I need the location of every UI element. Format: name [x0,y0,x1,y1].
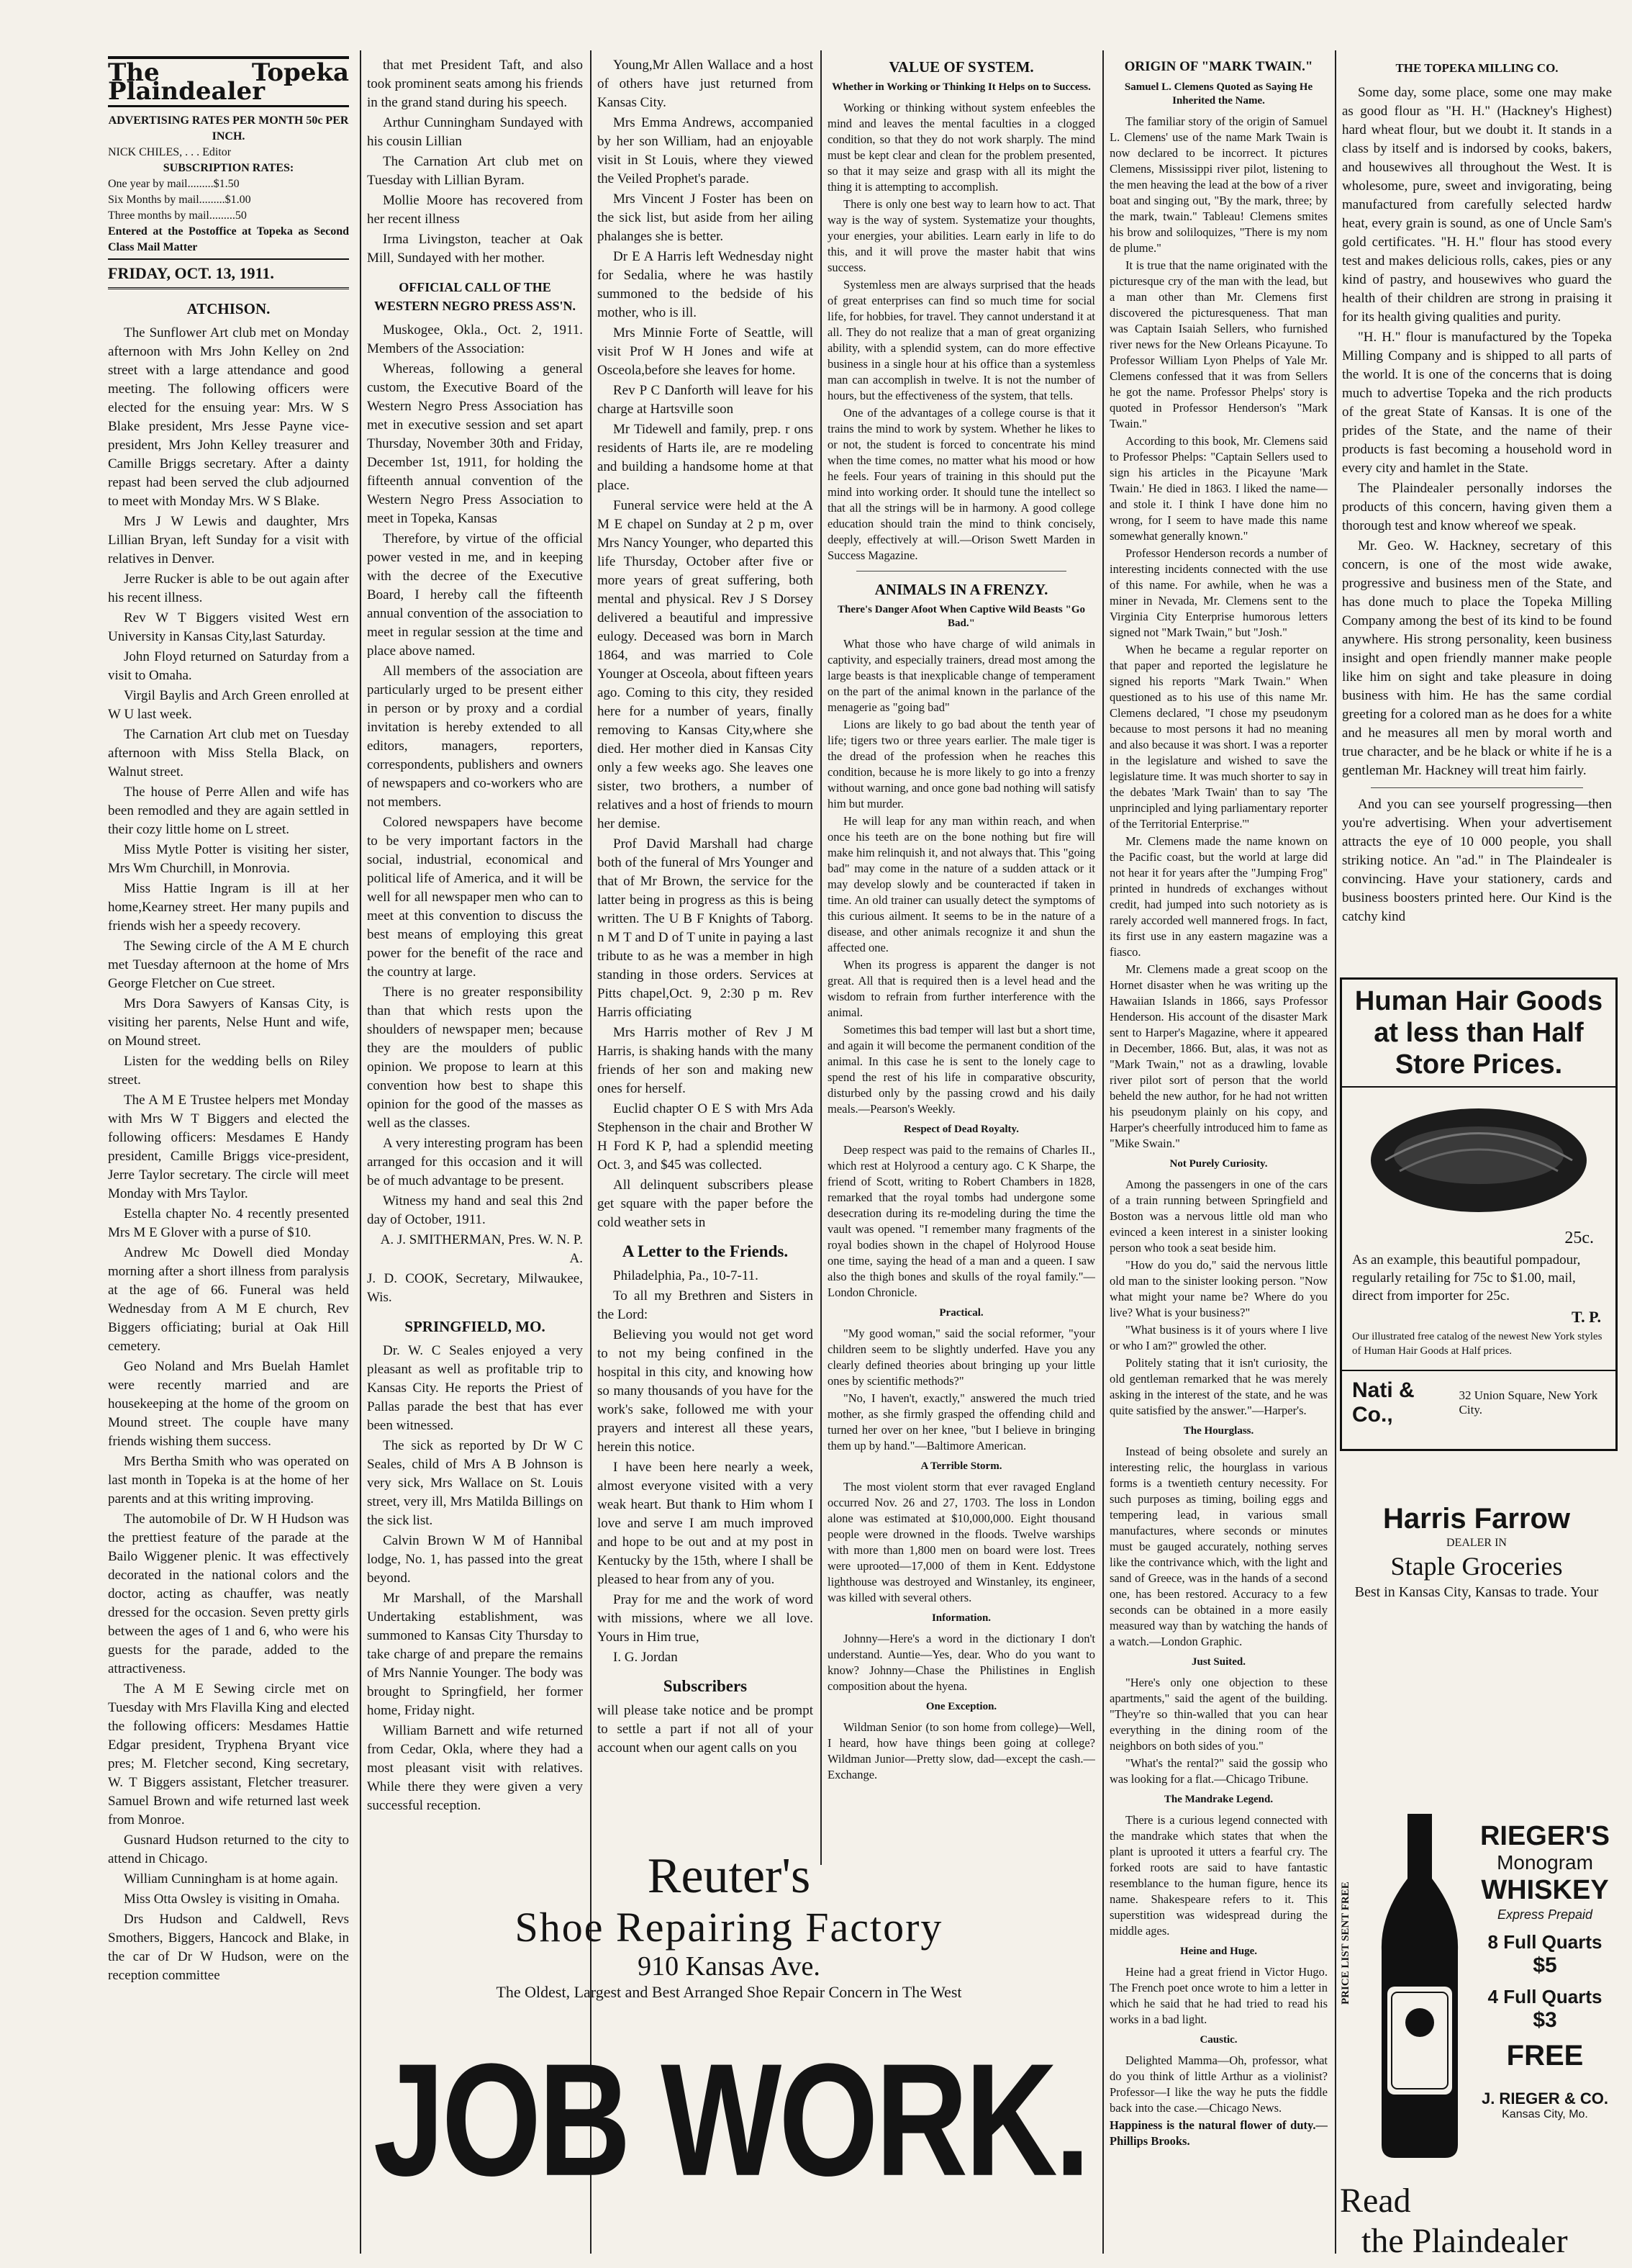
editor-line: NICK CHILES, . . . Editor [108,146,232,158]
paragraph: Deep respect was paid to the remains of Charles II., which rest at Holyrood a century ago. C K Sharpe, the friend of Scott, writing to Robert Chambers in 1828, remarked that the royal tombs had undergone some desecration during its re-modeling during the time the vault was opened. "I remember many fragments of the royal bodies shown in the chapel of Holyrood House one time, saying the head of a man and a queen. I saw also the thigh bones and skulls of the royal family."—London Chronicle. [828,1143,1095,1299]
whiskey-brand: RIEGER'S [1479,1821,1610,1851]
harris-groceries: Staple Groceries [1390,1552,1563,1581]
paragraph: William Barnett and wife returned from Cedar, Okla, where they had a most pleasant visit with relatives. While there they were given a very successful reception. [367,1723,583,1812]
subheading-animals: There's Danger Afoot When Captive Wild Beasts "Go Bad." [837,604,1086,629]
heading-letter: A Letter to the Friends. [622,1242,789,1260]
paragraph: There is a curious legend connected with the mandrake which states that when the plant is uprooted it utters a fearful cry. The forked roots are said to have fantastic resemblance to the human figure, hence its name. Shakespeare refers to it. This superstition was widespread during the middle ages. [1110,1813,1328,1938]
paragraph: Euclid chapter O E S with Mrs Ada Stephenson in the chair and Brother W H Ford K P, had a splendid meeting Oct. 3, and $45 was collected. [597,1101,813,1173]
col5-paras3 [1110,1444,1328,1650]
paragraph: Whereas, following a general custom, the Executive Board of the Western Negro Press Association has met in executive session and set apart Thursday, November 30th and Friday, December 1st, 1911, for holding the fifteenth annual convention of the Western Negro Press Association to meet in Topeka, Kansas [367,361,583,526]
read-line-2: the Plaindealer [1361,2222,1568,2260]
masthead-title: The Topeka Plaindealer [108,56,349,107]
paragraph: Virgil Baylis and Arch Green enrolled at W U last week. [108,688,349,722]
paragraph: "How do you do," said the nervous little old man to the sinister looking person. "Now what might your name be? Where do you live? What is your business?" [1110,1258,1328,1319]
col5-paras4 [1110,1675,1328,1787]
paragraph: Some day, some place, some one may make as good flour as "H. H." (Hackney's Highest) hard wheat flour, but we doubt it. It stands in a class by itself and is indorsed by cooks, bakers, and housewives all throughout the West. It is wholesome, pure, sweet and invigorating, being manufactured from carefully selected hardw heat, every grain is sound, as one of Uncle Sam's gold certificates. "H. H." flour has stood every test and makes delicious rolls, cakes, pies or any kind of pastry, and housewives who guard the health of their children are strong in praising it for its health giving qualities and purity. [1342,85,1612,325]
paragraph: "Here's only one objection to these apartments," said the agent of the building. "They're so thin-walled that you can hear everything in the dining room of the neighbors on both sides of you." [1110,1676,1328,1753]
paragraph: All delinquent subscribers please get square with the paper before the cold weather sets in [597,1178,813,1230]
harris-dealer: DEALER IN [1446,1537,1507,1549]
paragraph: "No, I haven't, exactly," answered the much tried mother, as she firmly grasped the offending child and turned her over on her knee, "but I believe in bringing them up by hand."—Baltimore American. [828,1391,1095,1452]
col4-paras6 [828,1631,1095,1694]
col3-letter-paras [597,1267,813,1667]
paragraph: I. G. Jordan [613,1650,678,1665]
heading-hourglass: The Hourglass. [1183,1425,1254,1437]
reuter-name: Reuter's [647,1848,811,1904]
paragraph: The sick as reported by Dr W C Seales, child of Mrs A B Johnson is very sick, Mrs Wallace on St. Louis street, very ill, Mrs Matilda Billings on the sick list. [367,1438,583,1528]
paragraph: Dr E A Harris left Wednesday night for Sedalia, where he was hastily summoned to the bedside of his mother, who is ill. [597,249,813,320]
heading-information: Information. [931,1612,992,1624]
reuter-tagline: The Oldest, Largest and Best Arranged Shoe Repair Concern in The West [496,1983,962,2001]
paragraph: Mrs Emma Andrews, accompanied by her son William, had an enjoyable visit in St Louis, where they viewed the Veiled Prophet's parade. [597,115,813,186]
heading-milling: THE TOPEKA MILLING CO. [1395,61,1559,75]
paragraph: He will leap for any man within reach, and when once his teeth are on the bone nothing but fire will make him relinquish it, and not always that. This "going bad" may come in the nature of a sudden attack or it may develop slowly and be counteracted if taken in time. An old trainer can usually detect the symptoms of this curious ailment. It seems to be in the nature of a disease, and other animals recognize it and shun the affected one. [828,814,1095,954]
paragraph: All members of the association are particularly urged to be present either in person or by proxy and a cordial invitation is hereby extended to all editors, managers, reporters, correspondents, publishers and owners of newspapers and co-workers who are not members. [367,664,583,810]
hair-price: 25c. [1564,1229,1594,1247]
col2-paras [367,56,583,268]
paragraph: William Cunningham is at home again. [124,1871,338,1887]
paragraph: "What's the rental?" said the gossip who was looking for a flat.—Chicago Tribune. [1110,1756,1328,1786]
paragraph: Sometimes this bad temper will last but a short time, and again it will become the permanent condition of the animal. In this case he is sent to the lonely cage to spend the rest of his life in comparative obscurity, disturbed only by the passing crowd and his daily meals.—Pearson's Weekly. [828,1023,1095,1116]
col4-paras5 [828,1479,1095,1606]
hair-body: As an example, this beautiful pompadour, regularly retailing for 75c to $1.00, mail, direct from importer for 25c. [1352,1252,1581,1304]
col2-spring-paras [367,1342,583,1812]
heading-just-suited: Just Suited. [1191,1656,1246,1668]
heading-curiosity: Not Purely Curiosity. [1169,1158,1268,1170]
heading-heine: Heine and Huge. [1179,1946,1258,1957]
paragraph: And you can see yourself progressing—then you're advertising. When your advertisement attracts the eye of 10 000 people, you shall striking notice. An "ad." in The Plaindealer is convincing. Have your stationery, cards and business boosters printed here. Our Kind is the catchy kind [1342,797,1612,924]
subheading-mark-twain: Samuel L. Clemens Quoted as Saying He Inherited the Name. [1124,81,1313,107]
col1-paras [108,324,349,1985]
paragraph: The A M E Sewing circle met on Tuesday with Mrs Flavilla King and elected the following officers: Mesdames Hattie Edgar president, Tryphena Bryant vice pres; M. Fletcher second, King secretary, W. T Biggers assistant, Fletcher treasurer. Samuel Brown and wife returned last week from Monroe. [108,1681,349,1827]
col4-paras [828,100,1095,564]
paragraph: Heine had a great friend in Victor Hugo. The French poet once wrote to him a letter in which he said that he had tried to read his works in a bad light. [1110,1965,1328,2026]
paragraph: Mr. Geo. W. Hackney, secretary of this concern, is one of the most wide awake, progressive and business men of the State, and has done much to place the Topeka Milling Company among the best of its kind to be found anywhere. His strong personality, keen business insight and open friendly manner make people like him on sight and take pleasure in doing business with him. He has the same cordial greeting for a colored man as he does for a white and he measures all men by moral worth and true character, and be he black or white if he is a gentleman Mr. Hackney will treat him fairly. [1342,538,1612,778]
paragraph: "H. H." flour is manufactured by the Topeka Milling Company and is shipped to all parts of the world. It is one of the concerns that is doing much to advertise Topeka and the rich products of the great State of Kansas. It is one of the prides of the State, and the name of their products is fast becoming a household word in every city and hamlet in the State. [1342,330,1612,476]
hair-goods-ad [1340,977,1618,1451]
issue-date: FRIDAY, OCT. 13, 1911. [108,260,349,289]
read-line-1: Read [1340,2182,1411,2220]
paragraph: The familiar story of the origin of Samuel L. Clemens' use of the name Mark Twain is now declared to be incorrect. It pictures Clemens, Mississippi river pilot, listening to the men heaving the lead at the bow of a river boat and singing out, "By the mark, three; by the mark, twain." Tableau! Clemens smites his brow and soliloquizes, "There is my nom de plume." [1110,114,1328,255]
paragraph: The Sunflower Art club met on Monday afternoon with Mrs John Kelley on 2nd street with a large attendance and good meeting. The following officers were elected for the ensuing year: Mrs. W S Blake president, Mrs Jesse Payne vice-president, Mrs John Kelley treasurer and Camille Briggs secretary. After a dainty repast had been served the club adjourned to meet with Monday Mrs. W S Blake. [108,325,349,509]
happiness-quote: Happiness is the natural flower of duty.—Phillips Brooks. [1110,2118,1328,2148]
paragraph: The Plaindealer personally indorses the products of this concern, having given them a thorough test and know whereof we speak. [1342,481,1612,533]
whiskey-ad [1340,1807,1613,2170]
col6-paras [1342,83,1612,780]
col4-paras7 [828,1720,1095,1783]
paragraph: Mr. Clemens made the name known on the Pacific coast, but the world at large did not hear it for years after the "Jumping Frog" printed in hundreds of exchanges without credit, had jumped into such notoriety as is rarely accorded well mannered frogs. In fact, its first use in any eastern magazine was a fiasco. [1110,834,1328,959]
paragraph: Mrs Harris mother of Rev J M Harris, is shaking hands with the many friends of her son and making new ones for herself. [597,1025,813,1096]
paragraph: The A M E Trustee helpers met Monday with Mrs W T Biggers and elected the following officers: Mesdames E Handy president, Camille Briggs vice-president, Jerre Taylor secretary. The circle will meet Monday with Mrs Taylor. [108,1093,349,1201]
subheading-value-of-system: Whether in Working or Thinking It Helps on to Success. [832,81,1091,93]
col5-paras [1110,114,1328,1152]
paragraph: The Carnation Art club met on Tuesday with Lillian Byram. [367,154,583,188]
paragraph: Johnny—Here's a word in the dictionary I don't understand. Auntie—Yes, dear. Who do you want to know? Johnny—Chase the Philistines in English composition about the hyena. [828,1632,1095,1693]
col5-paras6 [1110,1964,1328,2028]
entered-notice: Entered at the Postoffice at Topeka as Second Class Mail Matter [108,224,349,260]
heading-atchison: ATCHISON. [186,300,271,317]
whiskey-firm: J. RIEGER & CO. [1481,2089,1609,2107]
column-5 [1110,56,1328,2251]
paragraph: Drs Hudson and Caldwell, Revs Smothers, Biggers, Hancock and Blake, in the car of Dr W Hudson, were on the reception committee [108,1912,349,1983]
heading-practical: Practical. [939,1307,984,1319]
col4-paras2 [828,636,1095,1117]
col5-paras7 [1110,2053,1328,2116]
hair-catalog: Our illustrated free catalog of the newest New York styles of Human Hair Goods at Half prices. [1352,1331,1602,1357]
col5-paras5 [1110,1812,1328,1939]
paragraph: Mr Tidewell and family, prep. r ons residents of Harts ile, are re modeling and building a handsome home at that place. [597,422,813,493]
paragraph: Rev W T Biggers visited West ern University in Kansas City,last Saturday. [108,610,349,644]
column-1 [108,56,349,2251]
column-4 [828,56,1095,2251]
paragraph: Prof David Marshall had charge both of the funeral of Mrs Younger and that of Mr Brown, the service for the latter being in progress as this is being written. The U B F Knights of Taborg. n M T and D of T unite in paying a last tribute to as he was a member in high standing in those orders. Services at Pitts chapel,Oct. 9, 2:30 p m. Rev Harris officiating [597,836,813,1020]
paragraph: The most violent storm that ever ravaged England occurred Nov. 26 and 27, 1703. The loss in London alone was estimated at $10,000,000. Eight thousand people were drowned in the floods. Twelve warships with more than 1,800 men on board were lost. Trees were uprooted—17,000 of them in Kent. Eddystone lighthouse was destroyed and Winstanley, its engineer, was killed with several others. [828,1480,1095,1604]
heading-respect-royalty: Respect of Dead Royalty. [904,1124,1019,1135]
paragraph: Dr. W. C Seales enjoyed a very pleasant as well as profitable trip to Kansas City. He reports the Priest of Pallas parade the best that has ever been witnessed. [367,1343,583,1433]
paragraph: Rev P C Danforth will leave for his charge at Hartsville soon [597,383,813,417]
heading-mandrake: The Mandrake Legend. [1164,1794,1274,1805]
subscription-heading: SUBSCRIPTION RATES: [163,162,294,174]
paragraph: According to this book, Mr. Clemens said to Professor Phelps: "Captain Sellers used to sign his articles in the Picayune 'Mark Twain.' He died in 1863. I liked the name—and stole it. I think I have done him no wrong, for I seem to have made this name somewhat generally known." [1110,434,1328,543]
paragraph: Calvin Brown W M of Hannibal lodge, No. 1, has passed into the great beyond. [367,1533,583,1586]
job-work-banner: JOB WORK. [373,2030,1088,2210]
whiskey-8-price: $5 [1533,1953,1557,1977]
paragraph: Muskogee, Okla., Oct. 2, 1911. Members of the Association: [367,322,583,356]
paragraph: Mr. Clemens made a great scoop on the Hornet disaster when he was writing up the Hawaiian Islands in 1866, says Professor Henderson. His account of the disaster Mark sent to Harper's Magazine, where it appeared in December, 1866. But, alas, it was not as "Mark Twain," not as a drawling, lovable river pilot sort of person that the world beheld the new author, for he had not written his pseudonym plainly on his copy, and Harper's cheerfully introduced him to fame as "Mike Swain." [1110,962,1328,1150]
paragraph: Miss Hattie Ingram is ill at her home,Kearney street. Her many pupils and friends wish her a speedy recovery. [108,881,349,934]
paragraph: Mrs J W Lewis and daughter, Mrs Lillian Bryan, left Sunday for a visit with relatives in Denver. [108,514,349,566]
col4-paras4 [828,1326,1095,1454]
reuter-business: Shoe Repairing Factory [514,1904,943,1951]
paragraph: "My good woman," said the social reformer, "your children seem to be slightly underfed. Have you any clearly defined theories about bringing up your little ones by scientific methods?" [828,1327,1095,1388]
pompadour-illustration [1349,1092,1608,1229]
paragraph: Miss Mytle Potter is visiting her sister, Mrs Wm Churchill, in Monrovia. [108,842,349,876]
column-rule [820,50,822,1865]
subscription-rate: Three months by mail.........50 [108,209,247,222]
paragraph: Estella chapter No. 4 recently presented Mrs M E Glover with a purse of $10. [108,1206,349,1240]
paragraph: When he became a regular reporter on that paper and reported the legislature he signed his reports "Mark Twain." When questioned as to his use of this name Mr. Clemens declared, "I chose my pseudonym because to most persons it had no meaning and also because it was short. I was a reporter in the legislature and wished to save the legislature time. It was much shorter to say in the debates 'Mark Twain' than to say 'The unprincipled and lying parliamentary reporter of the Territorial Enterprise.'" [1110,643,1328,831]
paragraph: The automobile of Dr. W H Hudson was the prettiest feature of the parade at the Bailo Wiggener plenic. It was effectively decorated in the national colors and the doctor, acting as chauffer, was neatly dressed for the occasion. Seven pretty girls between the ages of 1 and 6, who were his guests for the parade, added to the attractiveness. [108,1512,349,1676]
whiskey-bottle-illustration [1366,1814,1474,2159]
paragraph: Among the passengers in one of the cars of a train running between Springfield and Boston was a nervous little old man who evinced a keen interest in a sinister looking person who took a seat beside him. [1110,1178,1328,1255]
paragraph: The Carnation Art club met on Tuesday afternoon with Miss Stella Black, on Walnut street. [108,727,349,780]
whiskey-monogram: Monogram [1497,1851,1593,1874]
heading-subscribers: Subscribers [663,1677,748,1695]
col3-paras [597,56,813,1232]
paragraph: Working or thinking without system enfeebles the mind and leaves the mental faculties in a clogged condition, so that they do not work sharply. The mind must be kept clear and clean for the problem presented, so that it may seize and grasp with all its might the thing it is attempting to accomplish. [828,101,1095,194]
paragraph: Lions are likely to go bad about the tenth year of life; tigers two or three years earlier. The male tiger is the dread of the profession when he reaches this condition, because he is more likely to go into a frenzy without warning, and once gone bad nothing will satisfy him but murder. [828,718,1095,810]
paragraph: "What business is it of yours where I live or who I am?" growled the other. [1110,1323,1328,1352]
subscribers-notice: will please take notice and be prompt to settle a part if not all of your account when our agent calls on you [597,1703,813,1756]
paragraph: Therefore, by virtue of the official power vested in me, and in keeping with the decree of the Executive Board, I hereby call the fifteenth annual convention of the association to meet in regular session at the time and place above named. [367,531,583,659]
heading-one-exception: One Exception. [925,1701,997,1712]
hair-tp: T. P. [1572,1308,1601,1326]
paragraph: Politely stating that it isn't curiosity, the old gentleman remarked that he was merely asking in the interest of the state, and he was quite satisfied by the answer."—Harper's. [1110,1356,1328,1417]
paragraph: Mr Marshall, of the Marshall Undertaking establishment, was summoned to Kansas City Thursday to take charge of and prepare the remains of Mrs Nannie Younger. The body was brought to Springfield, her former home, Friday night. [367,1591,583,1718]
paragraph: Arthur Cunningham Sundayed with his cousin Lillian [367,115,583,149]
paragraph: Mollie Moore has recovered from her recent illness [367,193,583,227]
harris-name: Harris Farrow [1382,1503,1571,1535]
paragraph: Philadelphia, Pa., 10-7-11. [613,1268,758,1283]
heading-press-call: OFFICIAL CALL OF THE WESTERN NEGRO PRESS ASS'N. [373,280,576,313]
paragraph: Miss Otta Owsley is visiting in Omaha. [124,1892,340,1907]
harris-farrow-ad [1340,1501,1613,1601]
whiskey-4-price: $3 [1533,2008,1557,2032]
ad-rates: ADVERTISING RATES PER MONTH 50c PER INCH. [108,114,349,143]
heading-animals: ANIMALS IN A FRENZY. [874,581,1048,598]
paragraph: There is only one best way to learn how to act. That way is the way of system. Systematize your thoughts, your energies, your abilities. Learn early in life to do this, and it will prove the master habit that wins success. [828,197,1095,274]
paragraph: A very interesting program has been arranged for this occasion and it will be of much advantage to be present. [367,1136,583,1188]
col4-paras3 [828,1142,1095,1301]
whiskey-8-quarts: 8 Full Quarts [1487,1931,1602,1953]
read-plaindealer-ad [1340,2181,1613,2262]
paragraph: Mrs Dora Sawyers of Kansas City, is visiting her parents, Nelse Hunt and wife, on Mound street. [108,996,349,1049]
paragraph: Jerre Rucker is able to be out again after his recent illness. [108,571,349,605]
heading-mark-twain: ORIGIN OF "MARK TWAIN." [1124,59,1313,74]
paragraph: The Sewing circle of the A M E church met Tuesday afternoon at the home of Mrs George Fletcher on Cue street. [108,939,349,991]
col6-paras2 [1342,795,1612,926]
paragraph: It is true that the name originated with the picturesque cry of the man with the lead, but a man other than Mr. Clemens first discovered the picturesqueness. That man was Captain Isaiah Sellers, who furnished river news for the New Orleans Picayune. To Professor William Lyon Phelps of Yale Mr. Clemens confessed that it was from Sellers he got the name. Professor Phelps' story is quoted in Professor Henderson's "Mark Twain." [1110,258,1328,430]
paragraph: Mrs Bertha Smith who was operated on last month in Topeka is at the home of her parents and at this writing improving. [108,1454,349,1506]
paragraph: Funeral service were held at the A M E chapel on Sunday at 2 p m, over Mrs Nancy Younger, who departed this life Thursday, October after five or more years of great suffering, both mental and physical. Rev J S Dorsey delivered a beautiful and impressive eulogy. Deceased was born in March 1864, and was married to Cole Younger at Osceola, about fifteen years ago. Coming to this city, they resided here for a number of years, finally removing to Kansas City,where she died. Her mother died in Kansas City only a few weeks ago. She leaves one sister, two brothers, a number of relatives and a host of friends to mourn her demise. [597,498,813,831]
paragraph: Mrs Vincent J Foster has been on the sick list, but aside from her ailing phalanges she is better. [597,191,813,244]
paragraph: Systemless men are always surprised that the heads of great enterprises can find so much time for social life, for hobbies, for travel. They cannot understand it at all. They do not realize that a man of great organizing ability, with a splendid system, can do more effective business in a single hour at his office than a systemless man can accomplish in twelve. It is not the number of hours, but the effectiveness of the system, that tells. [828,278,1095,402]
paragraph: Listen for the wedding bells on Riley street. [108,1054,349,1088]
col5-paras2 [1110,1177,1328,1419]
harris-tagline: Best in Kansas City, Kansas to trade. Your [1354,1584,1599,1600]
reuter-address: 910 Kansas Ave. [638,1951,820,1982]
paragraph: Believing you would not get word to not my being confined in the hospital in this city, and knowing how so many thousands of you have for the work's sake, followed me with your prayers and interest all these years, herein this notice. [597,1327,813,1455]
paragraph: One of the advantages of a college course is that it trains the mind to work by system. Whether he likes to or not, the student is forced to concentrate his mind when the time comes, no matter what his mood or how he feels. Four years of training in this should put the mind into working order. It should tune the intellect so that all the strings will be in harmony. A good college education should train the mind to think concisely, deeply, effectively at will.—Orison Swett Marden in Success Magazine. [828,406,1095,562]
whiskey-free: FREE [1506,2040,1584,2072]
paragraph: Pray for me and the work of word with missions, where we all love. Yours in Him true, [597,1592,813,1645]
paragraph: Wildman Senior (to son home from college)—Well, I heard, how have things been going at college? Wildman Junior—Pretty slow, dad—except the cash.—Exchange. [828,1720,1095,1781]
paragraph: Colored newspapers have become to be very important factors in the social, industrial, economical and political life of America, and it will be well for all newspaper men who can to meet at this convention to discuss the best means of employing this great power for the benefit of the race and the country at large. [367,815,583,980]
hair-address: 32 Union Square, New York City. [1459,1388,1598,1417]
paragraph: To all my Brethren and Sisters in the Lord: [597,1288,813,1322]
subscription-rate: One year by mail.........$1.50 [108,178,240,190]
hair-firm: Nati & Co., [1352,1378,1415,1427]
whiskey-side-note: PRICE LIST SENT FREE [1340,1881,1351,2005]
heading-value-of-system: VALUE OF SYSTEM. [889,58,1034,76]
paragraph: Young,Mr Allen Wallace and a host of others have just returned from Kansas City. [597,58,813,110]
signature-president: A. J. SMITHERMAN, Pres. W. N. P. A. [380,1232,583,1266]
column-6 [1342,56,1612,963]
paragraph: Irma Livingston, teacher at Oak Mill, Sundayed with her mother. [367,232,583,266]
paragraph: I have been here nearly a week, almost everyone visited with a very weak heart. But thank to Him whom I love and serve I am much improved and hope to be out and at my post in Kentucky by the 15th, where I shall be pleased to hear from any of you. [597,1460,813,1587]
paragraph: Mrs Minnie Forte of Seattle, will visit Prof W H Jones and wife at Osceola,before she leaves for home. [597,325,813,378]
paragraph: The house of Perre Allen and wife has been remodled and they are again settled in their cozy little home on L street. [108,785,349,837]
paragraph: Instead of being obsolete and surely an interesting relic, the hourglass in various forms is a twentieth century necessity. For such purposes as timing, boiling eggs and tempering lead, in various small manufactures, where seconds or minutes must be gauged accurately, nothing serves like the contrivance which, with the light and sand of Greece, was in the hands of a second one, has been restored. Accuracy to a few seconds can be obtained in a more easily measured way than by watching the hands of a watch.—London Graphic. [1110,1445,1328,1648]
column-2 [367,56,583,1812]
column-3 [597,56,813,1812]
paragraph: Andrew Mc Dowell died Monday morning after a short illness from paralysis at the age of 66. Funeral was held Wednesday from A M E church, Rev Biggers officiating; burial at Oak Hill cemetery. [108,1245,349,1354]
paragraph: Gusnard Hudson returned to the city to attend in Chicago. [108,1833,349,1866]
heading-caustic: Caustic. [1200,2034,1238,2046]
heading-springfield: SPRINGFIELD, MO. [404,1318,545,1335]
subscription-rate: Six Months by mail.........$1.00 [108,194,251,206]
paragraph: Delighted Mamma—Oh, professor, what do you think of little Arthur as a violinist? Professor—I like the way he puts the fiddle back into the case.—Chicago News. [1110,2054,1328,2115]
paragraph: that met President Taft, and also took prominent seats among his friends in the grand stand during his speech. [367,58,583,110]
whiskey-address: Kansas City, Mo. [1502,2108,1588,2120]
paragraph: When its progress is apparent the danger is not great. All that is required then is a level head and the wisdom to refrain from further interference with the animal. [828,958,1095,1019]
paragraph: Professor Henderson records a number of interesting incidents connected with the use of this name. For awhile, when he was a miner in Nevada, Mr. Clemens sent to the Virginia City Enterprise humorous letters signed not "Mark Twain," but "Josh." [1110,546,1328,639]
signature-secretary: J. D. COOK, Secretary, Milwaukee, Wis. [367,1271,583,1305]
whiskey-express: Express Prepaid [1497,1907,1593,1922]
whiskey-word: WHISKEY [1481,1875,1609,1905]
col2-call-paras [367,321,583,1229]
paragraph: John Floyd returned on Saturday from a visit to Omaha. [108,649,349,683]
paragraph: Geo Noland and Mrs Buelah Hamlet were recently married and are housekeeping at the home of the groom on Mound street. The couple have many friends wishing them success. [108,1359,349,1449]
heading-terrible-storm: A Terrible Storm. [920,1460,1002,1472]
paragraph: There is no greater responsibility than that which rests upon the shoulders of newspaper men; because they are the moulders of public opinion. We propose to learn at this convention how best to shape this opinion for the good of the masses as well as the classes. [367,985,583,1131]
paragraph: What those who have charge of wild animals in captivity, and especially trainers, dread most among the large beasts is that inexplicable change of temperament on the part of the animal known in the parlance of the menagerie as "going bad" [828,637,1095,714]
hair-ad-heading: Human Hair Goods at less than Half Store Prices. [1342,980,1615,1088]
whiskey-4-quarts: 4 Full Quarts [1487,1986,1602,2007]
column-rule [1335,50,1336,2254]
paragraph: Witness my hand and seal this 2nd day of October, 1911. [367,1193,583,1227]
